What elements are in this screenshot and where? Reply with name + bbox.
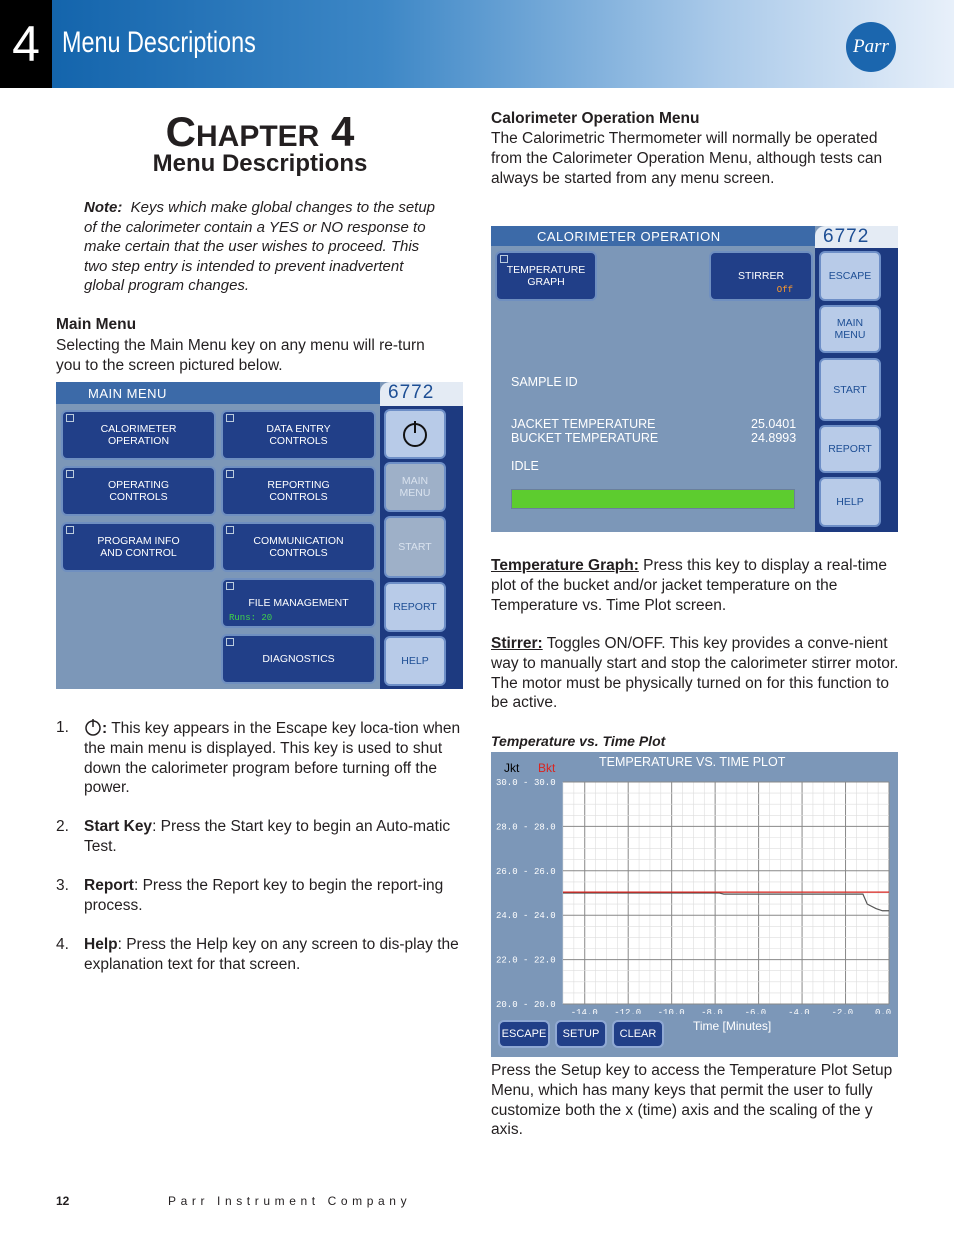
start-key[interactable]: START [819, 358, 881, 421]
temperature-plot-screenshot [491, 752, 898, 1057]
screen-title-bar: CALORIMETER OPERATION [491, 226, 815, 246]
communication-controls-button[interactable]: COMMUNICATION CONTROLS [221, 522, 376, 572]
help-key[interactable]: HELP [819, 477, 881, 527]
y-tick-label-jkt: 20.0 - [496, 1000, 529, 1010]
progress-bar [511, 489, 795, 509]
legend-jkt: Jkt [504, 761, 520, 775]
jacket-temp-label: JACKET TEMPERATURE [511, 417, 656, 431]
y-tick-label-bkt: 20.0 [534, 1000, 556, 1010]
y-tick-label-jkt: 22.0 - [496, 955, 529, 966]
report-key[interactable]: REPORT [384, 582, 446, 632]
model-number: 6772 [815, 226, 898, 248]
status-text: IDLE [511, 459, 539, 473]
jacket-temp-value: 25.0401 [751, 417, 797, 431]
y-tick-label-bkt: 26.0 [534, 866, 556, 877]
y-tick-label-jkt: 28.0 - [496, 822, 529, 833]
x-tick-label: -14.0 [570, 1008, 598, 1014]
stirrer-button[interactable]: STIRRER Off [709, 251, 813, 301]
power-button[interactable] [384, 409, 446, 459]
operating-controls-button[interactable]: OPERATING CONTROLS [61, 466, 216, 516]
x-tick-label: -8.0 [701, 1008, 723, 1014]
calorimeter-operation-screenshot [491, 226, 898, 532]
parr-logo: Parr [846, 22, 896, 72]
temp-graph-description: Temperature Graph: Press this key to display a real-time plot of the bucket and/or jacket temperature on the Temperature vs. Time Plot screen. [491, 557, 887, 614]
x-axis-label: Time [Minutes] [693, 1019, 772, 1033]
data-entry-controls-button[interactable]: DATA ENTRY CONTROLS [221, 410, 376, 460]
cal-op-text: The Calorimetric Thermometer will normally be operated from the Calorimeter Operation Menu, although tests can always be started from any menu screen. [491, 130, 883, 187]
y-tick-label-jkt: 24.0 - [496, 911, 529, 922]
escape-key[interactable]: ESCAPE [819, 251, 881, 301]
y-tick-label-jkt: 30.0 - [496, 778, 529, 788]
sample-id-label: SAMPLE ID [511, 375, 578, 389]
program-info-button[interactable]: PROGRAM INFO AND CONTROL [61, 522, 216, 572]
diagnostics-button[interactable]: DIAGNOSTICS [221, 634, 376, 684]
list-item: 1. : This key appears in the Escape key loca-tion when the main menu is displayed. This key is used to shut down the calorimeter program before turning off the power. [56, 719, 461, 797]
x-tick-label: 0.0 [875, 1008, 892, 1014]
side-key-panel [815, 248, 898, 532]
temperature-chart [491, 752, 898, 1014]
bucket-temp-label: BUCKET TEMPERATURE [511, 431, 659, 445]
chapter-subtitle: Menu Descriptions [152, 150, 368, 177]
key-list: 1. : This key appears in the Escape key loca-tion when the main menu is displayed. This key is used to shut down the calorimeter program before turning off the power. 2. Start Key: Press the Start key to begin an Auto-matic Test. 3. Report: Press the Report key to begin the report-ing process. 4. Help: Press the Help key on any screen to dis-play the explanation text for that screen. [56, 718, 466, 978]
main-menu-heading: Main Menu [56, 316, 137, 333]
model-number: 6772 [380, 382, 463, 406]
main-menu-key[interactable]: MAIN MENU [819, 305, 881, 353]
y-tick-label-bkt: 30.0 [534, 778, 556, 788]
y-tick-label-jkt: 26.0 - [496, 866, 529, 877]
x-tick-label: -12.0 [614, 1008, 642, 1014]
chapter-number: 4 [0, 0, 52, 88]
clear-button[interactable]: CLEAR [612, 1020, 664, 1048]
power-icon [400, 419, 430, 449]
progress-fill [512, 490, 794, 508]
file-management-button[interactable]: FILE MANAGEMENT Runs: 20 [221, 578, 376, 628]
calorimeter-operation-button[interactable]: CALORIMETER OPERATION [61, 410, 216, 460]
main-menu-screenshot [56, 382, 463, 689]
cal-op-heading: Calorimeter Operation Menu [491, 110, 700, 127]
side-key-panel [380, 406, 463, 689]
x-tick-label: -4.0 [788, 1008, 810, 1014]
help-key[interactable]: HELP [384, 636, 446, 686]
main-menu-key[interactable]: MAIN MENU [384, 462, 446, 512]
bucket-temp-value: 24.8993 [751, 431, 797, 445]
reporting-controls-button[interactable]: REPORTING CONTROLS [221, 466, 376, 516]
chapter-title: CHAPTER 4 [165, 108, 355, 155]
y-tick-label-bkt: 22.0 [534, 955, 556, 966]
x-tick-label: -6.0 [744, 1008, 767, 1014]
setup-button[interactable]: SETUP [555, 1020, 607, 1048]
stirrer-description: Stirrer: Toggles ON/OFF. This key provides a conve-nient way to manually start and stop the calorimeter stirrer motor. The motor must be physically turned on for this function to be active. [491, 635, 899, 712]
note: Note: Keys which make global changes to the setup of the calorimeter contain a YES or NO response to make certain that the user wishes to proceed. This two step entry is intended to prevent inadvertent global program changes. [84, 199, 436, 294]
y-tick-label-bkt: 28.0 [534, 822, 556, 833]
legend-bkt: Bkt [538, 761, 556, 775]
plot-caption: Temperature vs. Time Plot [491, 733, 666, 749]
y-tick-label-bkt: 24.0 [534, 911, 556, 922]
power-icon [84, 718, 102, 736]
footer-company: Parr Instrument Company [168, 1194, 412, 1208]
temperature-graph-button[interactable]: TEMPERATURE GRAPH [495, 251, 597, 301]
start-key[interactable]: START [384, 516, 446, 578]
main-menu-text: Selecting the Main Menu key on any menu will re-turn you to the screen pictured below. [56, 337, 425, 374]
screen-title-bar: MAIN MENU [56, 382, 380, 404]
plot-title: TEMPERATURE VS. TIME PLOT [599, 755, 786, 769]
escape-button[interactable]: ESCAPE [498, 1020, 550, 1048]
x-tick-label: -2.0 [831, 1008, 854, 1014]
x-tick-label: -10.0 [657, 1008, 685, 1014]
setup-text: Press the Setup key to access the Temperature Plot Setup Menu, which has many keys that permit the user to fully customize both the x (time) axis and the scaling of the y axis. [491, 1062, 893, 1139]
report-key[interactable]: REPORT [819, 425, 881, 473]
header-title: Menu Descriptions [62, 26, 256, 59]
page-number: 12 [56, 1194, 70, 1208]
